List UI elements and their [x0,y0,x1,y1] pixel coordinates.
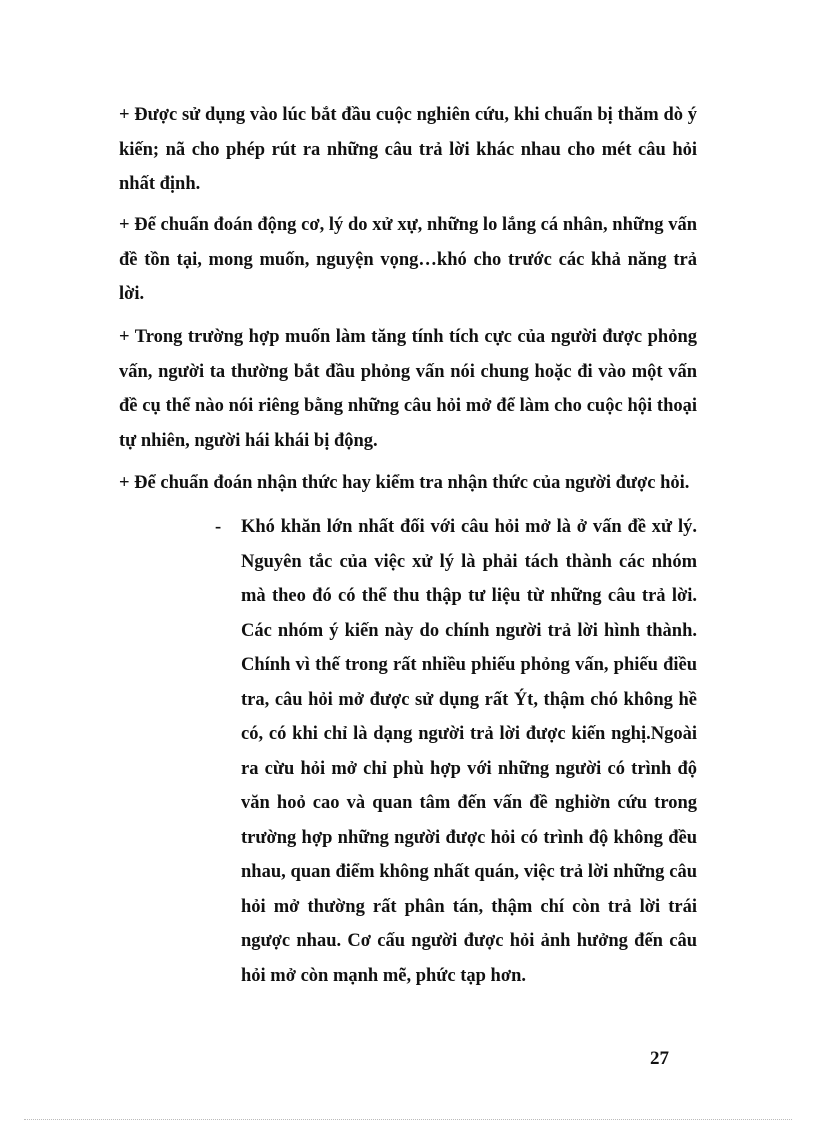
footer-divider [24,1119,792,1120]
bullet-item-processing-difficulty [215,510,697,993]
paragraph-interview-engagement: + Trong trường hợp muốn làm tăng tính tích cực của người được phỏng vấn, người ta thường bắt đầu phỏng vấn nói chung hoặc đi vào một vấn đề cụ thể nào nói riêng bằng những câu hỏi mở để làm cho cuộc hội thoại tự nhiên, người hái khái bị động. [119,327,697,451]
bullet-marker: - [215,517,222,537]
page-number: 27 [650,1048,669,1069]
paragraph-research-start: + Được sử dụng vào lúc bắt đầu cuộc nghiên cứu, khi chuẩn bị thăm dò ý kiến; nã cho phép rút ra những câu trả lời khác nhau cho mét câu hỏi nhất định. [119,105,697,194]
bullet-text: Khó khăn lớn nhất đối với câu hỏi mở là ở vấn đề xử lý. Nguyên tắc của việc xử lý là phải tách thành các nhóm mà theo đó có thể thu thập tư liệu từ những câu trả lời. Các nhóm ý kiến này do chính người trả lời hình thành. Chính vì thế trong rất nhiều phiếu phỏng vấn, phiếu điều tra, câu hỏi mở được sử dụng rất Ýt, thậm chó không hề có, có khi chỉ là dạng người trả lời được kiến nghị.Ngoài ra cừu hỏi mở chỉ phù hợp với những người có trình độ văn hoỏ cao và quan tâm đến vấn đề nghiờn cứu trong trường hợp những người được hỏi có trình độ không đều nhau, quan điểm không nhất quán, việc trả lời những câu hỏi mở thường rất phân tán, thậm chí còn trả lời trái ngược nhau. Cơ cấu người được hỏi ảnh hưởng đến câu hỏi mở còn mạnh mẽ, phức tạp hơn. [241,517,697,986]
paragraph-awareness-check: + Để chuẩn đoán nhận thức hay kiểm tra nhận thức của người được hỏi. [119,473,690,493]
paragraph-motive-diagnosis: + Để chuẩn đoán động cơ, lý do xử xự, những lo lắng cá nhân, những vấn đề tồn tại, mong muốn, nguyện vọng…khó cho trước các khả năng trả lời. [119,215,697,304]
